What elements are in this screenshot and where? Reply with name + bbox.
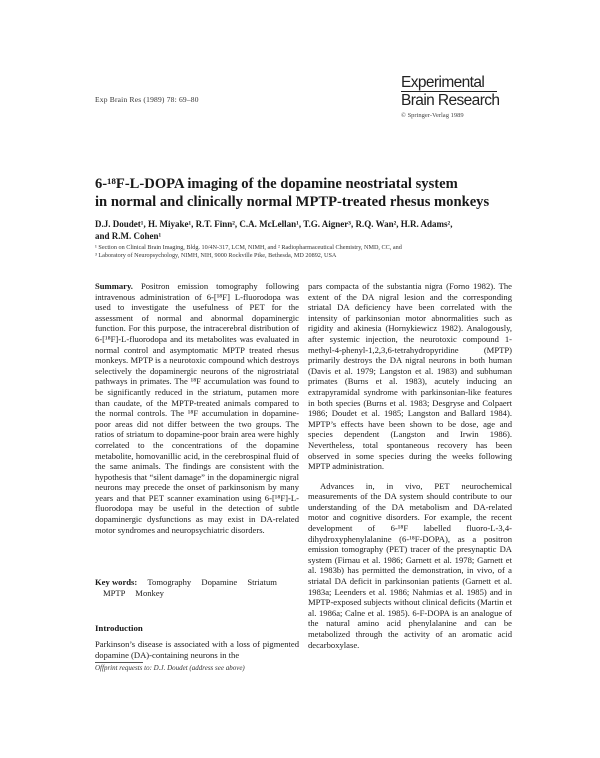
author-list (95, 218, 515, 242)
affiliation-line2: ³ Laboratory of Neuropsychology, NIMH, NIH, 9000 Rockville Pike, Bethesda, MD 20892, USA (95, 252, 337, 259)
journal-logo (401, 75, 511, 119)
summary-section (95, 281, 299, 535)
title-line2: in normal and clinically normal MPTP-treated rhesus monkeys (95, 194, 490, 210)
affiliations (95, 244, 535, 260)
keyword: Dopamine (201, 577, 238, 587)
keywords-section (95, 577, 299, 599)
introduction-heading: Introduction (95, 623, 143, 633)
keyword: Tomography (147, 577, 192, 587)
right-column (308, 281, 512, 650)
summary-paragraph (95, 281, 299, 535)
affiliation-line1: ¹ Section on Clinical Brain Imaging, Bldg. 10/4N-317, LCM, NIMH, and ² Radiopharmaceutical Chemistry, NMD, CC, and (95, 244, 402, 251)
footnote-divider (95, 662, 143, 663)
authors-line1: D.J. Doudet¹, H. Miyake¹, R.T. Finn², C.A. McLellan¹, T.G. Aigner³, R.Q. Wan², H.R. Adams², (95, 219, 453, 229)
keyword: Striatum (247, 577, 277, 587)
introduction-text: Parkinson’s disease is associated with a loss of pigmented dopamine (DA)-containing neurons in the (95, 639, 299, 660)
article-title (95, 175, 525, 211)
authors-line2: and R.M. Cohen¹ (95, 231, 162, 241)
offprint-note: Offprint requests to: D.J. Doudet (address see above) (95, 664, 245, 672)
journal-name-line1: Experimental (401, 75, 497, 92)
right-paragraph-2: Advances in, in vivo, PET neurochemical measurements of the DA system should contribute to our understanding of the DA metabolism and DA-related motor and cognitive disorders. For example, the recent development of 6-¹⁸F labelled fluoro-L-3,4-dihydroxyphenylalanine (6-¹⁸F-DOPA), as a positron emission tomography (PET) tracer of the presynaptic DA system (Firnau et al. 1986; Garnett et al. 1978; Garnett et al. 1983b) has permitted the demonstration, in vivo, of a striatal DA deficit in parkinsonian patients (Garnett et al. 1983a; Leenders et al. 1986; Nahmias et al. 1985) and in MPTP-exposed subjects without clinical deficits (Martin et al. 1986a; Calne et al. 1985). 6-F-DOPA is an analogue of the natural amino acid phenylalanine and can be metabolized through the activity of an aromatic acid decarboxylase. (308, 480, 512, 650)
journal-name-line2: Brain Research (401, 92, 500, 109)
keyword: Monkey (135, 588, 164, 598)
keywords-label: Key words: (95, 577, 138, 587)
keyword: MPTP (103, 588, 126, 598)
publisher-copyright: © Springer-Verlag 1989 (401, 112, 464, 119)
summary-label: Summary. (95, 281, 133, 291)
summary-text: Positron emission tomography following intravenous administration of 6-[¹⁸F] L-fluorodopa was used to investigate the usefulness of PET for the assessment of normal and abnormal dopaminergic function. For this purpose, the intracerebral distribution of 6-[¹⁸F]-L-fluorodopa and its metabolites was evaluated in normal control and asymptomatic MPTP treated rhesus monkeys. MPTP is a neurotoxic compound which destroys selectively the dopaminergic neurons of the nigrostriatal pathways in primates. The ¹⁸F accumulation was found to be significantly reduced in the striatum, putamen more than caudate, of the MPTP-treated animals compared to the normal controls. The ¹⁸F accumulation in dopamine-poor areas did not differ between the two groups. The ratios of striatum to dopamine-poor brain area were highly correlated to the concentrations of the dopamine metabolite, homovanillic acid, in the cerebrospinal fluid of the same animals. The findings are consistent with the hypothesis that “silent damage” in the dopaminergic nigral neurons may precede the onset of parkinsonism by many years and that PET scanner examination using 6-[¹⁸F]-L-fluorodopa may be useful in the detection of subtle dopaminergic dysfunctions as may exist in DA-related motor syndromes and neuropsychiatric disorders. (95, 281, 299, 535)
title-line1: 6-¹⁸F-L-DOPA imaging of the dopamine neostriatal system (95, 176, 458, 192)
journal-citation: Exp Brain Res (1989) 78: 69–80 (95, 95, 199, 104)
right-paragraph-1: pars compacta of the substantia nigra (Forno 1982). The extent of the DA nigral lesion and the corresponding striatal DA deficiency have been correlated with the intensity of parkinsonian motor abnormalities such as rigidity and akinesia (Hornykiewicz 1982). Analogously, after systemic injection, the neurotoxic compound 1-methyl-4-phenyl-1,2,3,6-tetrahydropyridine (MPTP) primarily destroys the DA nigral neurons in both human (Davis et al. 1979; Langston et al. 1983) and subhuman primates (Burns et al. 1983), acutely inducing an extrapyramidal syndrome with parkinsonian-like features in both species (Burns et al. 1983; Desgryse and Colpaert 1986; Doudet et al. 1985; Langston and Ballard 1984). MPTP’s effects have been shown to be dose, age and species dependent (Langston and Irwin 1986). Nevertheless, total spontaneous recovery has been observed in some species during the weeks following MPTP administration. (308, 281, 512, 472)
